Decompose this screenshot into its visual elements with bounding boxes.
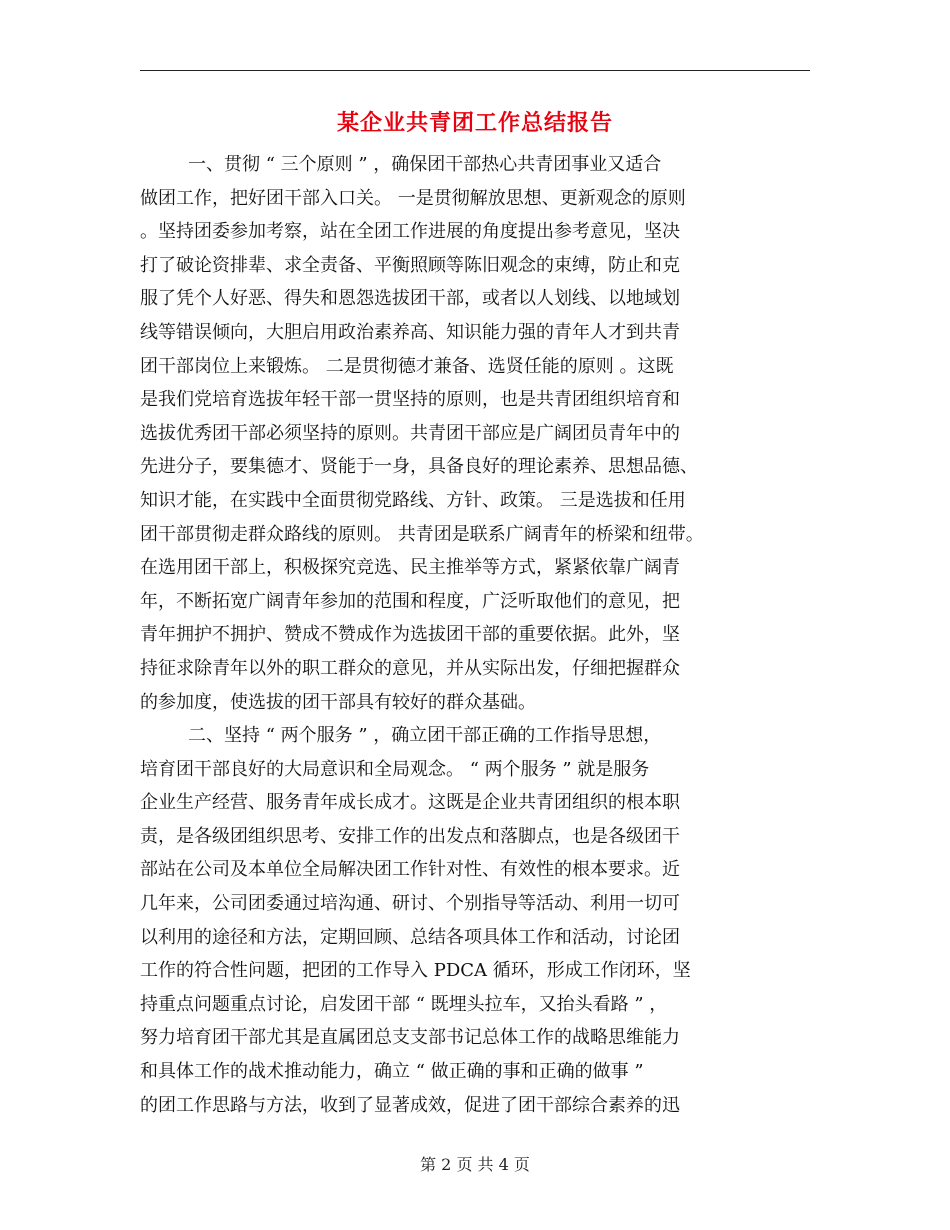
document-body bbox=[140, 148, 810, 1122]
paragraph-first-line: 二、坚持 “ 两个服务 ” ，确立团干部正确的工作指导思想， bbox=[188, 725, 662, 747]
text-line: 做团工作，把好团干部入口关。 一是贯彻解放思想、更新观念的原则 bbox=[140, 187, 686, 209]
text-line: 努力培育团干部尤其是直属团总支支部书记总体工作的战略思维能力 bbox=[140, 1027, 680, 1049]
text-line: 团干部岗位上来锻炼。 二是贯彻德才兼备、选贤任能的原则 。这既 bbox=[140, 355, 674, 377]
text-line: 持征求除青年以外的职工群众的意见，并从实际出发，仔细把握群众 bbox=[140, 657, 680, 679]
text-line: 服了凭个人好恶、得失和恩怨选拔团干部，或者以人划线、以地域划 bbox=[140, 288, 680, 310]
paragraph-first-line: 一、贯彻 “ 三个原则 ” ，确保团干部热心共青团事业又适合 bbox=[188, 154, 662, 175]
text-line: 责，是各级团组织思考、安排工作的出发点和落脚点，也是各级团干 bbox=[140, 825, 680, 847]
header-rule bbox=[140, 70, 810, 71]
text-line: 的团工作思路与方法，收到了显著成效，促进了团干部综合素养的迅 bbox=[140, 1094, 680, 1116]
page-number: 第 2 页 共 4 页 bbox=[420, 1155, 530, 1174]
text-line: 。坚持团委参加考察，站在全团工作进展的角度提出参考意见，坚决 bbox=[140, 221, 680, 243]
text-line: 线等错误倾向，大胆启用政治素养高、知识能力强的青年人才到共青 bbox=[140, 321, 680, 343]
text-line: 部站在公司及本单位全局解决团工作针对性、有效性的根本要求。近 bbox=[140, 859, 680, 881]
text-line: 知识才能，在实践中全面贯彻党路线、方针、政策。 三是选拔和任用 bbox=[140, 489, 686, 511]
text-line: 在选用团干部上，积极探究竞选、民主推举等方式，紧紧依靠广阔青 bbox=[140, 557, 680, 579]
text-line: 青年拥护不拥护、赞成不赞成作为选拔团干部的重要依据。此外，坚 bbox=[140, 624, 680, 646]
text-line: 打了破论资排辈、求全责备、平衡照顾等陈旧观念的束缚，防止和克 bbox=[140, 254, 680, 276]
text-line: 团干部贯彻走群众路线的原则。 共青团是联系广阔青年的桥梁和纽带。 bbox=[140, 523, 704, 545]
text-line: 持重点问题重点讨论，启发团干部 “ 既埋头拉车，又抬头看路 ” ， bbox=[140, 993, 668, 1015]
text-line: 的参加度，使选拔的团干部具有较好的群众基础。 bbox=[140, 691, 536, 713]
text-line: 企业生产经营、服务青年成长成才。这既是企业共青团组织的根本职 bbox=[140, 792, 680, 814]
document-title: 某企业共青团工作总结报告 bbox=[336, 110, 613, 136]
text-line: 工作的符合性问题，把团的工作导入 PDCA 循环，形成工作闭环，坚 bbox=[140, 960, 691, 982]
text-line: 先进分子，要集德才、贤能于一身，具备良好的理论素养、思想品德、 bbox=[140, 456, 698, 478]
text-line: 几年来，公司团委通过培沟通、研讨、个别指导等活动、利用一切可 bbox=[140, 893, 680, 915]
text-line: 年，不断拓宽广阔青年参加的范围和程度，广泛听取他们的意见，把 bbox=[140, 590, 680, 612]
text-line: 和具体工作的战术推动能力，确立 “ 做正确的事和正确的做事 ” bbox=[140, 1061, 644, 1083]
text-line: 以利用的途径和方法，定期回顾、总结各项具体工作和活动，讨论团 bbox=[140, 926, 680, 948]
text-line: 培育团干部良好的大局意识和全局观念。 “ 两个服务 ” 就是服务 bbox=[140, 758, 650, 780]
text-line: 是我们党培育选拔年轻干部一贯坚持的原则，也是共青团组织培育和 bbox=[140, 389, 680, 411]
text-line: 选拔优秀团干部必须坚持的原则。共青团干部应是广阔团员青年中的 bbox=[140, 422, 680, 444]
